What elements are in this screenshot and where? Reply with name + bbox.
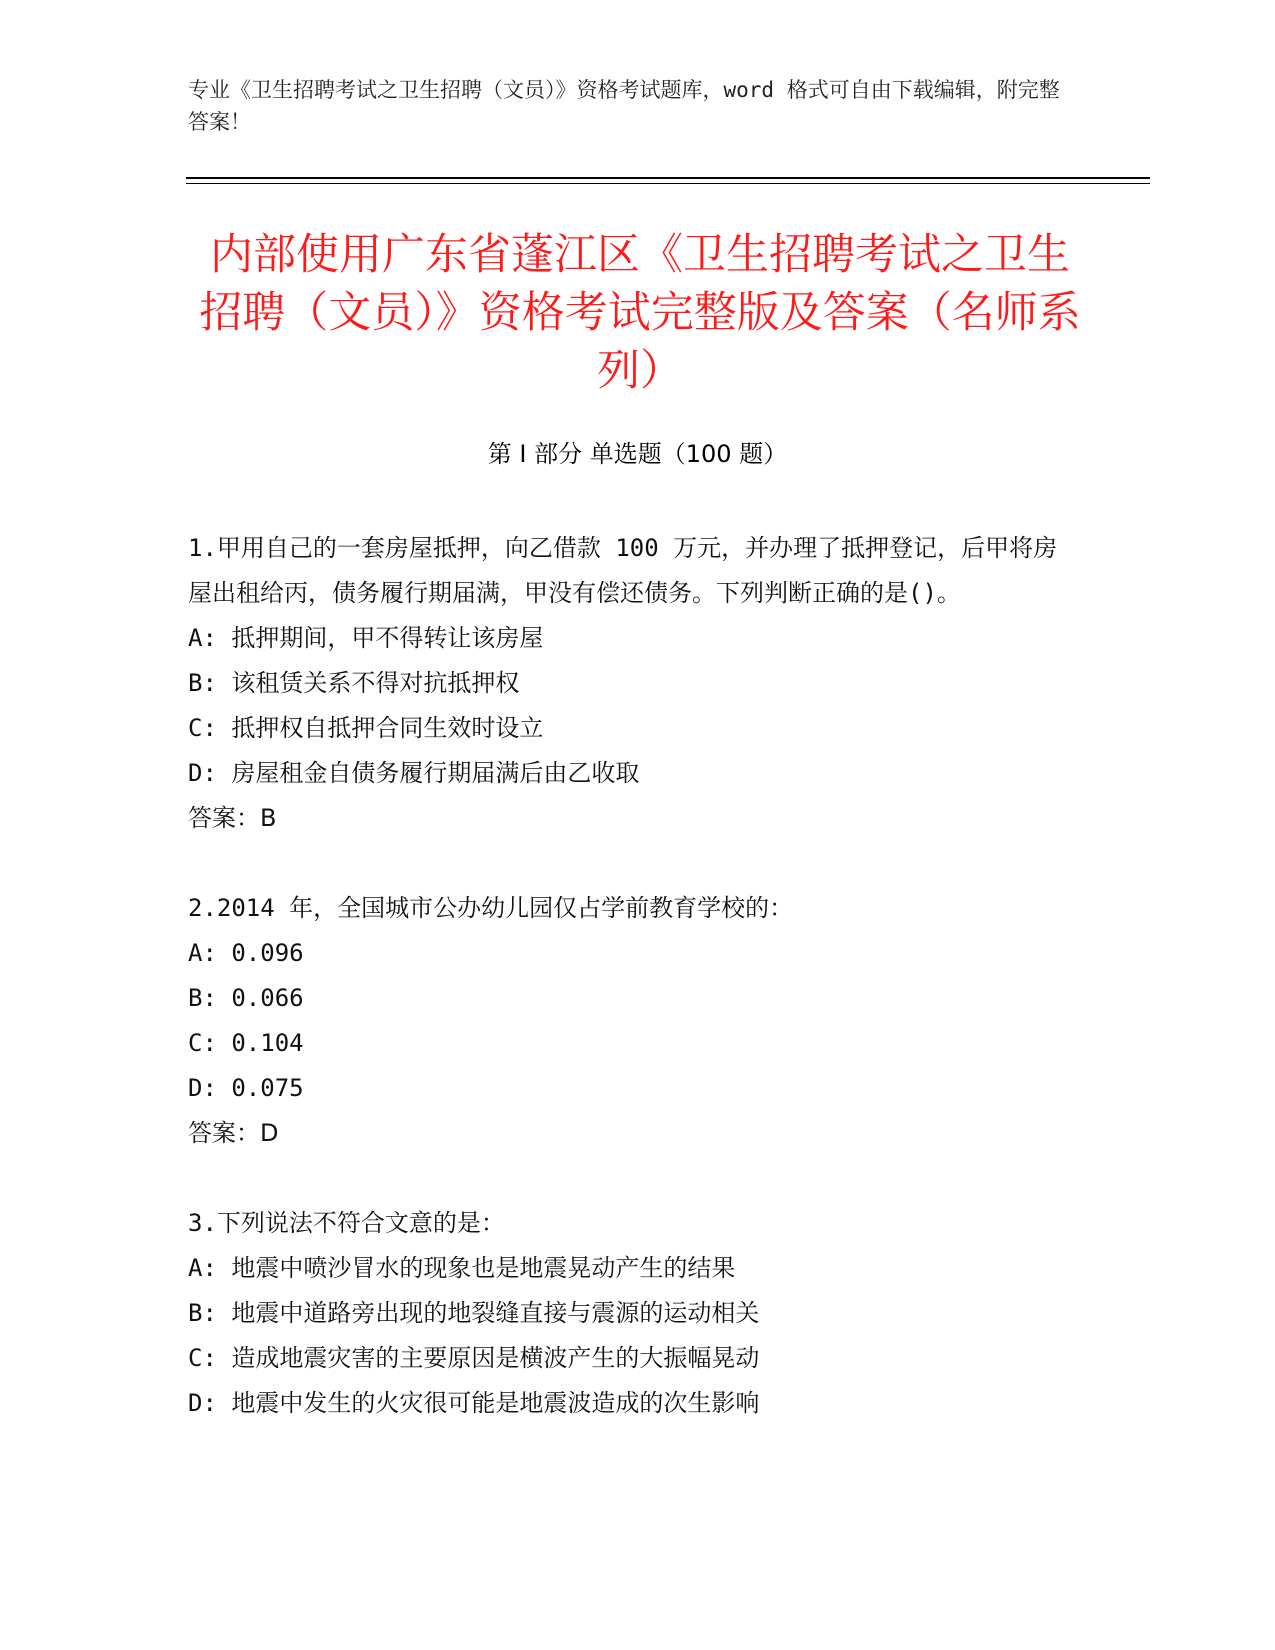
header-note: 专业《卫生招聘考试之卫生招聘（文员）》资格考试题库，word 格式可自由下载编辑，附完整答案！ <box>188 78 1060 134</box>
document-title: 内部使用广东省蓬江区《卫生招聘考试之卫生招聘（文员）》资格考试完整版及答案（名师系列） <box>199 230 1081 396</box>
option-d: D: 地震中发生的火灾很可能是地震波造成的次生影响 <box>188 1389 760 1417</box>
option-c: C: 抵押权自抵押合同生效时设立 <box>188 714 544 742</box>
question-3 <box>188 1201 1068 1426</box>
option-d: D: 0.075 <box>188 1074 304 1102</box>
question-stem: 2.2014 年，全国城市公办幼儿园仅占学前教育学校的： <box>188 894 794 922</box>
option-b: B: 地震中道路旁出现的地裂缝直接与震源的运动相关 <box>188 1299 760 1327</box>
question-stem: 3.下列说法不符合文意的是： <box>188 1209 505 1237</box>
answer-line: 答案：B <box>188 804 277 832</box>
question-list <box>188 526 1068 1471</box>
option-c: C: 0.104 <box>188 1029 304 1057</box>
option-b: B: 0.066 <box>188 984 304 1012</box>
question-1 <box>188 526 1068 841</box>
question-2 <box>188 886 1068 1156</box>
section-title: 第 I 部分 单选题（100 题） <box>487 440 788 468</box>
answer-line: 答案：D <box>188 1119 279 1147</box>
header-rule-thin <box>186 183 1150 184</box>
option-c: C: 造成地震灾害的主要原因是横波产生的大振幅晃动 <box>188 1344 760 1372</box>
option-a: A: 地震中喷沙冒水的现象也是地震晃动产生的结果 <box>188 1254 736 1282</box>
option-a: A: 抵押期间，甲不得转让该房屋 <box>188 624 544 652</box>
option-b: B: 该租赁关系不得对抗抵押权 <box>188 669 520 697</box>
option-d: D: 房屋租金自债务履行期届满后由乙收取 <box>188 759 640 787</box>
question-stem: 1.甲用自己的一套房屋抵押，向乙借款 100 万元，并办理了抵押登记，后甲将房屋出租给丙，债务履行期届满，甲没有偿还债务。下列判断正确的是()。 <box>188 534 1058 607</box>
header-rule-thick <box>186 177 1150 179</box>
option-a: A: 0.096 <box>188 939 304 967</box>
